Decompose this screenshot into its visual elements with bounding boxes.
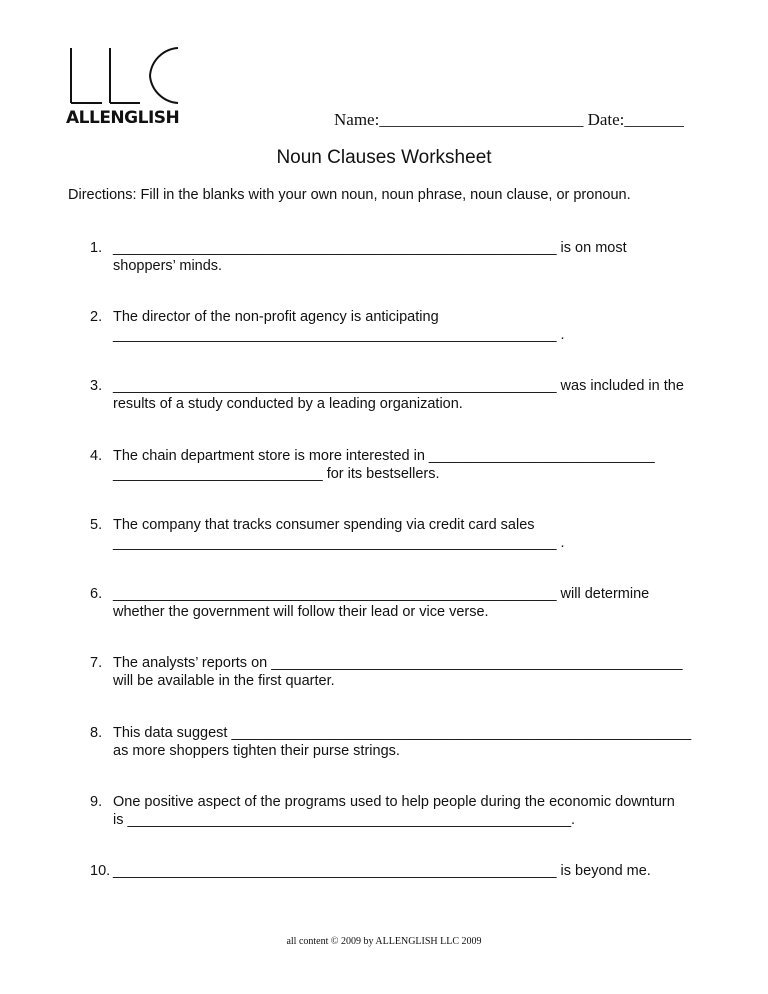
worksheet-title: Noun Clauses Worksheet: [276, 147, 492, 168]
question-item: [90, 654, 710, 690]
question-number: 10.: [90, 863, 111, 879]
question-item: [90, 447, 710, 483]
question-line-1: One positive aspect of the programs used to help people during the economic downturn: [113, 794, 675, 810]
question-item: [90, 239, 710, 275]
question-line-1: This data suggest _________________________________________________________: [113, 725, 692, 741]
logo-wordmark: ALLENGLISH: [66, 108, 180, 128]
question-line-2: will be available in the first quarter.: [113, 673, 335, 689]
question-number: 9.: [90, 794, 103, 810]
question-line-1: _______________________________________________________ will determine: [113, 586, 650, 602]
question-number: 6.: [90, 586, 103, 602]
question-line-2: as more shoppers tighten their purse strings.: [113, 743, 400, 759]
directions: Directions: Fill in the blanks with your own noun, noun phrase, noun clause, or pronoun.: [68, 187, 631, 203]
llc-logo-mark: [66, 46, 182, 106]
footer-copyright: all content © 2009 by ALLENGLISH LLC 2009: [286, 936, 482, 947]
question-number: 5.: [90, 517, 103, 533]
date-blank[interactable]: _______: [624, 110, 684, 129]
question-line-1: The director of the non-profit agency is anticipating: [113, 309, 439, 325]
question-number: 1.: [90, 240, 103, 256]
question-line-2: _______________________________________________________ .: [113, 327, 565, 343]
date-label: Date:: [587, 110, 625, 129]
question-number: 7.: [90, 655, 103, 671]
question-line-1: _______________________________________________________ is on most: [113, 240, 627, 256]
name-blank[interactable]: ________________________: [379, 110, 584, 129]
question-line-2: whether the government will follow their lead or vice verse.: [113, 604, 489, 620]
question-line-1: The chain department store is more interested in ____________________________: [113, 448, 655, 464]
question-number: 2.: [90, 309, 103, 325]
question-item: [90, 793, 710, 829]
question-item: [90, 308, 710, 344]
question-item: [90, 862, 710, 880]
question-line-1: _______________________________________________________ is beyond me.: [113, 863, 651, 879]
question-item: [90, 724, 710, 760]
question-line-1: The analysts’ reports on ___________________________________________________: [113, 655, 683, 671]
question-item: [90, 377, 710, 413]
name-label: Name:: [334, 110, 380, 129]
question-line-2: is _______________________________________________________.: [113, 812, 576, 828]
question-item: [90, 516, 710, 552]
logo: [66, 46, 182, 130]
question-line-2: _______________________________________________________ .: [113, 535, 565, 551]
question-number: 3.: [90, 378, 103, 394]
question-number: 8.: [90, 725, 103, 741]
question-number: 4.: [90, 448, 103, 464]
question-line-1: The company that tracks consumer spending via credit card sales: [113, 517, 535, 533]
question-line-2: results of a study conducted by a leading organization.: [113, 396, 463, 412]
question-line-2: __________________________ for its bestsellers.: [113, 466, 440, 482]
name-date-line: [334, 110, 684, 130]
question-line-1: _______________________________________________________ was included in the: [113, 378, 684, 394]
question-item: [90, 585, 710, 621]
question-line-2: shoppers’ minds.: [113, 258, 223, 274]
